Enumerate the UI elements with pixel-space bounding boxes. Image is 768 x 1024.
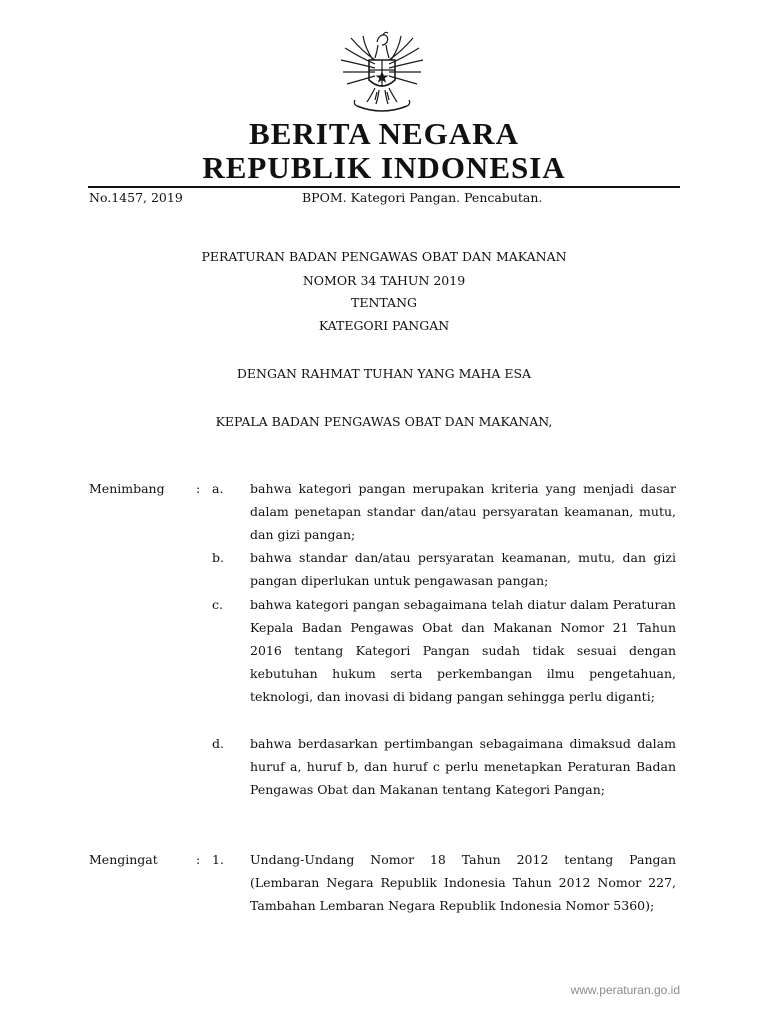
menimbang-item-text: bahwa kategori pangan merupakan kriteria yang menjadi dasar dalam penetapan standar dan/atau persyaratan keamanan, mutu, dan gizi pangan; [250, 481, 676, 543]
gazette-keywords: BPOM. Kategori Pangan. Pencabutan. [302, 190, 543, 205]
mengingat-label: Mengingat [89, 852, 158, 867]
menimbang-item-text: bahwa berdasarkan pertimbangan sebagaimana dimaksud dalam huruf a, huruf b, dan huruf c perlu menetapkan Peraturan Badan Pengawas Obat dan Makanan tentang Kategori Pangan; [250, 736, 676, 798]
menimbang-colon: : [196, 481, 201, 496]
regulation-about: TENTANG [350, 295, 417, 310]
masthead-divider [88, 186, 680, 188]
mengingat-item-marker: 1. [212, 852, 224, 867]
regulation-subject: KATEGORI PANGAN [318, 318, 450, 333]
gazette-number: No.1457, 2019 [89, 190, 183, 205]
regulation-number: NOMOR 34 TAHUN 2019 [302, 273, 466, 288]
menimbang-item-text: bahwa kategori pangan sebagaimana telah diatur dalam Peraturan Kepala Badan Pengawas Obat dan Makanan Nomor 21 Tahun 2016 tentang Kategori Pangan sudah tidak sesuai dengan kebutuhan hukum serta perkembangan ilmu pengetahuan, teknologi, dan inovasi di bidang pangan sehingga perlu diganti; [250, 597, 676, 705]
masthead-subtitle: REPUBLIK INDONESIA [202, 150, 566, 185]
garuda-emblem-icon [333, 30, 431, 118]
authority-line: KEPALA BADAN PENGAWAS OBAT DAN MAKANAN, [215, 414, 553, 429]
masthead-title: BERITA NEGARA [249, 116, 519, 151]
mengingat-item-text: Undang-Undang Nomor 18 Tahun 2012 tentang Pangan (Lembaran Negara Republik Indonesia Tahun 2012 Nomor 227, Tambahan Lembaran Negara Republik Indonesia Nomor 5360); [250, 852, 676, 914]
menimbang-item-text: bahwa standar dan/atau persyaratan keamanan, mutu, dan gizi pangan diperlukan untuk pengawasan pangan; [250, 550, 676, 589]
footer-url-link[interactable]: www.peraturan.go.id [570, 983, 680, 997]
menimbang-item-marker: d. [212, 736, 224, 751]
menimbang-item-marker: c. [212, 597, 223, 612]
menimbang-item-marker: a. [212, 481, 224, 496]
menimbang-item-marker: b. [212, 550, 224, 565]
menimbang-label: Menimbang [89, 481, 165, 496]
blessing-line: DENGAN RAHMAT TUHAN YANG MAHA ESA [236, 366, 532, 381]
regulation-title: PERATURAN BADAN PENGAWAS OBAT DAN MAKANAN [201, 249, 567, 264]
mengingat-colon: : [196, 852, 201, 867]
